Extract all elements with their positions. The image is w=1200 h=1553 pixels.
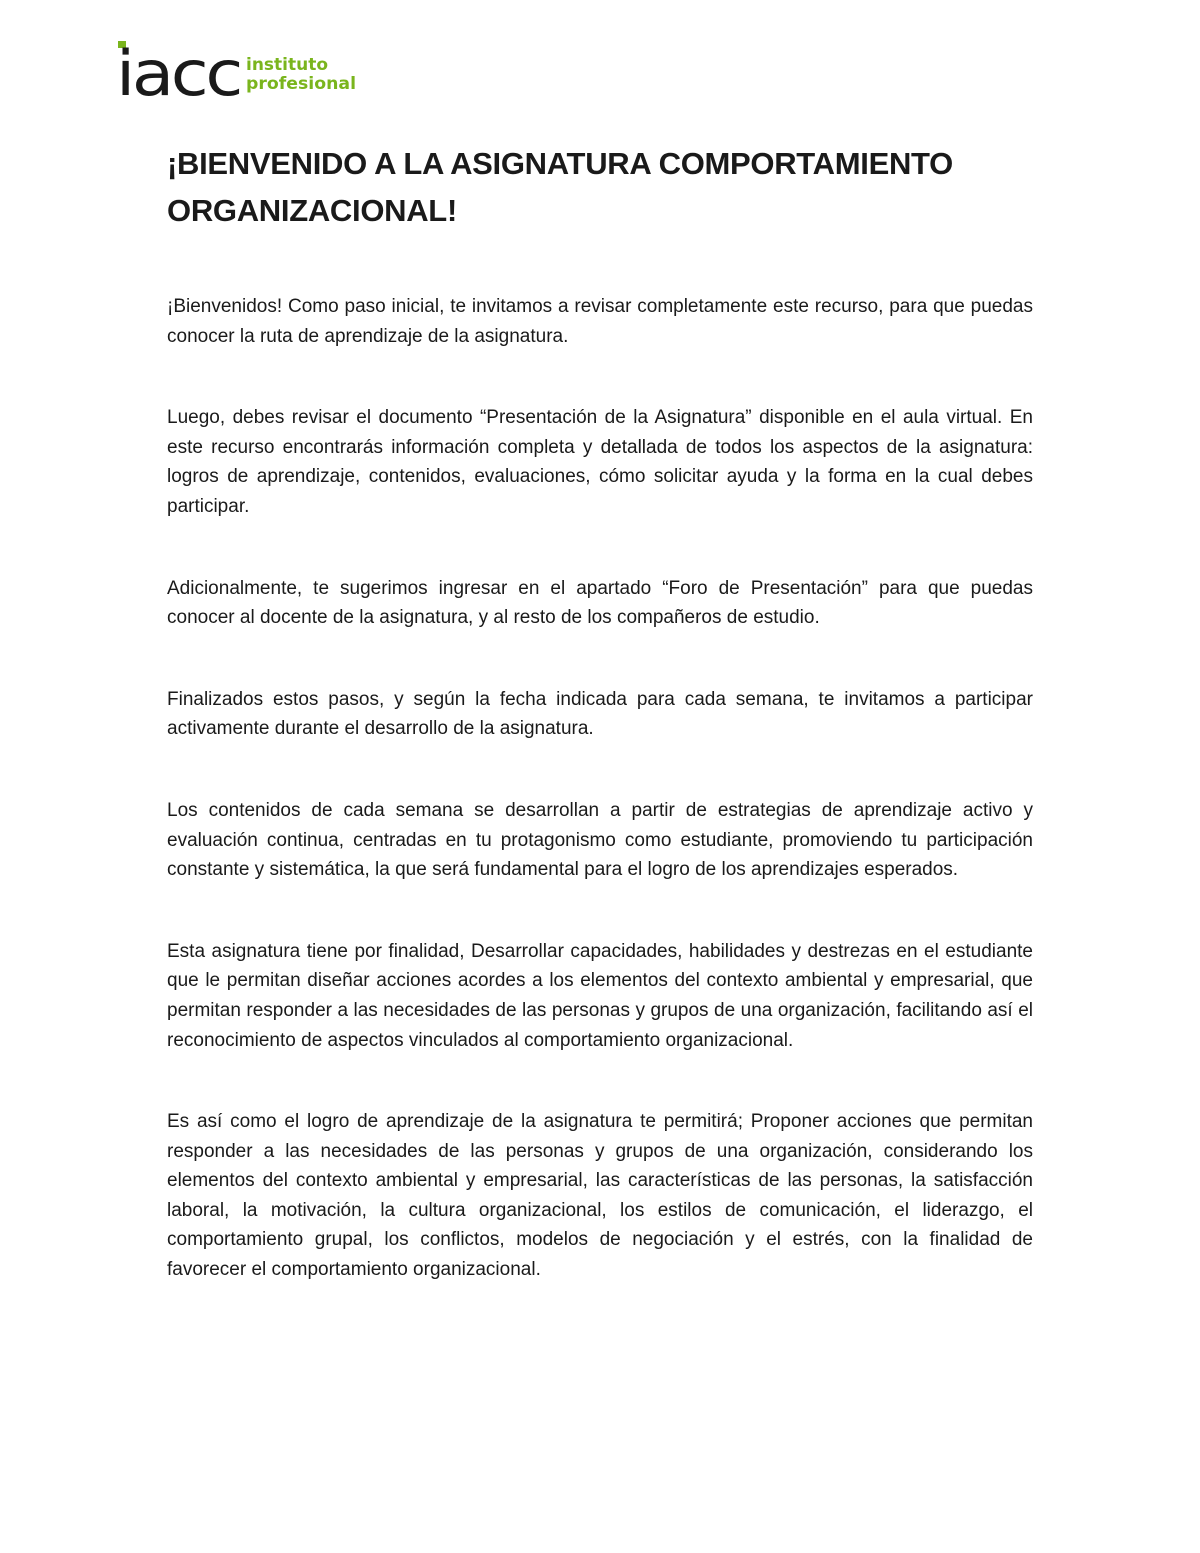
paragraph-learning-outcome: Es así como el logro de aprendizaje de la asignatura te permitirá; Proponer acciones que permitan responder a las necesidades de las personas y grupos de una organización, considerando los elementos del contexto ambiental y empresarial, las características de las personas, la satisfacción laboral, la motivación, la cultura organizacional, los estilos de comunicación, el liderazgo, el comportamiento grupal, los conflictos, modelos de negociación y el estrés, con la finalidad de favorecer el comportamiento organizacional. xyxy=(167,1111,1033,1281)
logo-line1-text: instituto xyxy=(246,55,328,75)
paragraph-welcome: ¡Bienvenidos! Como paso inicial, te invitamos a revisar completamente este recurso, para que puedas conocer la ruta de aprendizaje de la asignatura. xyxy=(167,296,1033,347)
paragraph-weekly-contents: Los contenidos de cada semana se desarrollan a partir de estrategias de aprendizaje activo y evaluación continua, centradas en tu protagonismo como estudiante, promoviendo tu participación constante y sistemática, la que será fundamental para el logro de los aprendizajes esperados. xyxy=(167,799,1033,881)
logo-line2-text: profesional xyxy=(246,74,356,94)
iacc-logo xyxy=(116,38,366,100)
document-title: ¡BIENVENIDO A LA ASIGNATURA COMPORTAMIENTO ORGANIZACIONAL! xyxy=(167,146,953,228)
paragraph-forum: Adicionalmente, te sugerimos ingresar en el apartado “Foro de Presentación” para que puedas conocer al docente de la asignatura, y al resto de los compañeros de estudio. xyxy=(167,577,1033,629)
paragraph-presentation-doc: Luego, debes revisar el documento “Presentación de la Asignatura” disponible en el aula virtual. En este recurso encontrarás información completa y detallada de todos los aspectos de la asignatura: logros de aprendizaje, contenidos, evaluaciones, cómo solicitar ayuda y la forma en la cual debes participar. xyxy=(167,407,1033,517)
paragraph-course-purpose: Esta asignatura tiene por finalidad, Desarrollar capacidades, habilidades y destrezas en el estudiante que le permitan diseñar acciones acordes a los elementos del contexto ambiental y empresarial, que permitan responder a las necesidades de las personas y grupos de una organización, facilitando así el reconocimiento de aspectos vinculados al comportamiento organizacional. xyxy=(167,940,1033,1051)
iacc-logo-graphic xyxy=(116,38,366,100)
paragraph-participation: Finalizados estos pasos, y según la fecha indicada para cada semana, te invitamos a participar activamente durante el desarrollo de la asignatura. xyxy=(167,688,1033,740)
logo-main-text: iacc xyxy=(116,38,240,100)
document-body xyxy=(167,140,1033,1285)
